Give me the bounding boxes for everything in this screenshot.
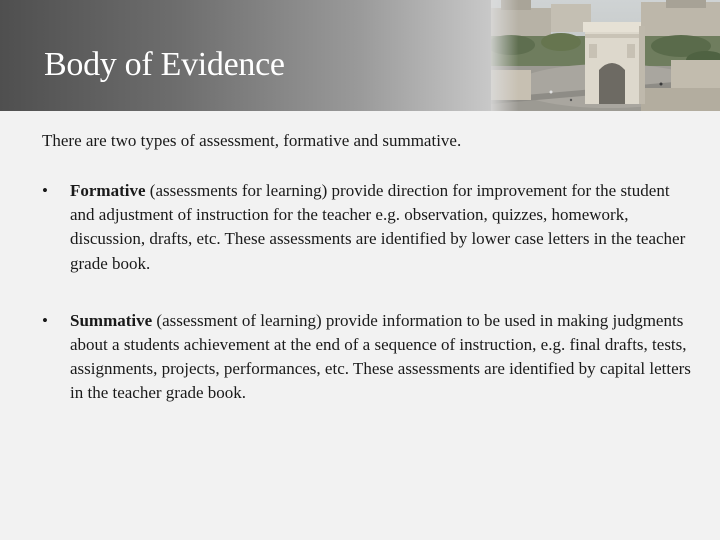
bullet-formative bbox=[42, 179, 692, 276]
bullet-text: (assessment of learning) provide information to be used in making judgments about a students achievement at the end of a sequence of instruction, e.g. final drafts, tests, assignments, projects, performances, etc. These assessments are identified by capital letters in the teacher grade book. bbox=[70, 310, 691, 403]
slide-title: Body of Evidence bbox=[44, 46, 285, 83]
bullet-summative bbox=[42, 309, 692, 406]
slide-body bbox=[42, 129, 692, 439]
intro-text: There are two types of assessment, formative and summative. bbox=[42, 131, 462, 150]
bullet-marker: • bbox=[42, 310, 48, 330]
bullet-marker: • bbox=[42, 181, 48, 200]
bullet-text: (assessments for learning) provide direction for improvement for the student and adjustment of instruction for the teacher e.g. observation, quizzes, homework, discussion, drafts, etc. These assessments are identified by lower case letters in the teacher grade book. bbox=[70, 181, 686, 273]
bullet-term: Summative bbox=[70, 310, 153, 330]
bullet-term: Formative bbox=[70, 181, 146, 200]
slide-header bbox=[0, 0, 720, 111]
paris-arc-de-triomphe-photo bbox=[491, 0, 720, 111]
